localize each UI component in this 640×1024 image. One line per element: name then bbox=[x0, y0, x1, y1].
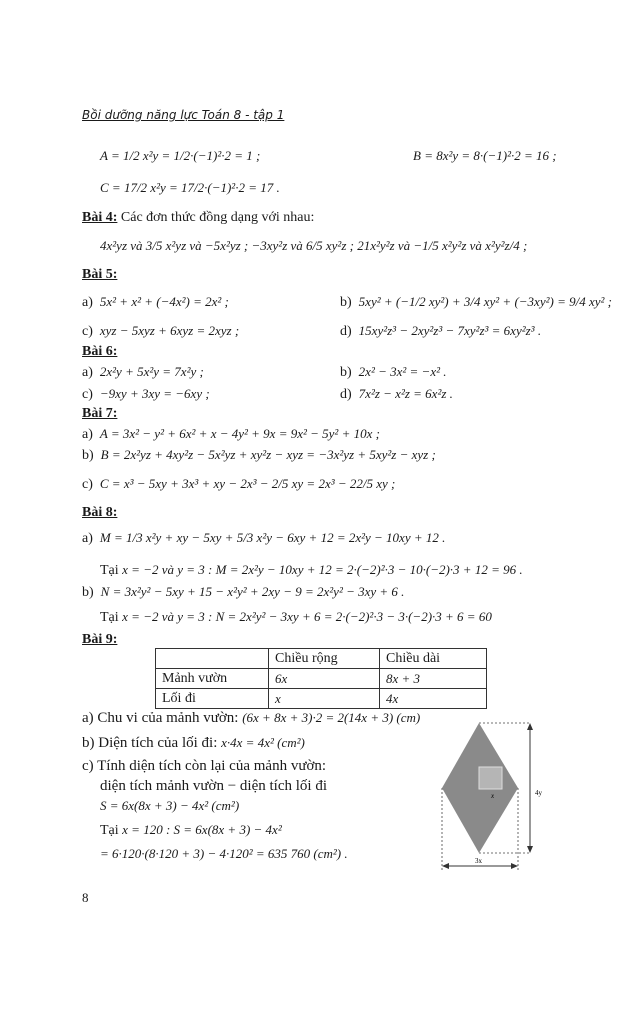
bai5-c: c) xyz − 5xyz + 6xyz = 2xyz ; bbox=[82, 323, 240, 339]
label-3x: 3x bbox=[475, 857, 482, 865]
formula-b: B = 8x²y = 8·(−1)²·2 = 16 ; bbox=[413, 148, 557, 163]
bai8-a: a) M = 1/3 x²y + xy − 5xy + 5/3 x²y − 6xy + 12 = 2x²y − 10xy + 12 . bbox=[82, 530, 446, 546]
bai9-c: c) Tính diện tích còn lại của mảnh vườn: bbox=[82, 758, 327, 774]
bai9-c-line2: diện tích mảnh vườn − diện tích lối đi bbox=[100, 778, 327, 794]
table-row: Mảnh vườn 6x 8x + 3 bbox=[156, 669, 487, 689]
bai8-a-eval: Tại x = −2 và y = 3 : M = 2x²y − 10xy + 12 = 2·(−2)²·3 − 10·(−2)·3 + 12 = 96 . bbox=[100, 562, 523, 578]
label-4y: 4y bbox=[535, 789, 542, 797]
bai7-a: a) A = 3x² − y² + 6x² + x − 4y² + 9x = 9x² − 5y² + 10x ; bbox=[82, 426, 380, 442]
bai9-c-line3: S = 6x(8x + 3) − 4x² (cm²) bbox=[100, 798, 240, 813]
bai9-c-eval: Tại x = 120 : S = 6x(8x + 3) − 4x² bbox=[100, 822, 282, 838]
formula-c: C = 17/2 x²y = 17/2·(−1)²·2 = 17 . bbox=[100, 180, 280, 195]
bai8-b-eval: Tại x = −2 và y = 3 : N = 2x²y² − 3xy + 6 = 2·(−2)²·3 − 3·(−2)·3 + 6 = 60 bbox=[100, 609, 492, 625]
running-header: Bồi dưỡng năng lực Toán 8 - tập 1 bbox=[82, 108, 285, 122]
page-number: 8 bbox=[82, 890, 89, 905]
exercise-title: Bài 6: bbox=[82, 344, 118, 359]
bai5-b: b) 5xy² + (−1/2 xy²) + 3/4 xy² + (−3xy²) = 9/4 xy² ; bbox=[340, 294, 612, 310]
table-row: Lối đi x 4x bbox=[156, 689, 487, 709]
exercise-text: Các đơn thức đồng dạng với nhau: bbox=[120, 210, 315, 225]
table-header-row: Chiều rộng Chiều dài bbox=[156, 649, 487, 669]
bai6-c: c) −9xy + 3xy = −6xy ; bbox=[82, 386, 210, 402]
bai6-b: b) 2x² − 3x² = −x² . bbox=[340, 364, 447, 380]
bai5-d: d) 15xy²z³ − 2xy²z³ − 7xy²z³ = 6xy²z³ . bbox=[340, 323, 542, 339]
bai9-c-result: = 6·120·(8·120 + 3) − 4·120² = 635 760 (cm²) . bbox=[100, 846, 348, 861]
path-square bbox=[479, 767, 502, 789]
bai5-a: a) 5x² + x² + (−4x²) = 2x² ; bbox=[82, 294, 229, 310]
exercise-title: Bài 5: bbox=[82, 267, 118, 282]
exercise-title: Bài 9: bbox=[82, 632, 118, 647]
bai7-c: c) C = x³ − 5xy + 3x³ + xy − 2x³ − 2/5 xy = 2x³ − 22/5 xy ; bbox=[82, 476, 396, 492]
bai7-b: b) B = 2x²yz + 4xy²z − 5x²yz + xy²z − xyz = −3x²yz + 5xy²z − xyz ; bbox=[82, 447, 436, 463]
label-x: x bbox=[491, 792, 495, 800]
bai4-math: 4x²yz và 3/5 x²yz và −5x²yz ; −3xy²z và 6/5 xy²z ; 21x²y²z và −1/5 x²y²z và x²y²z/4 ; bbox=[100, 238, 528, 253]
bai6-a: a) 2x²y + 5x²y = 7x²y ; bbox=[82, 364, 204, 380]
bai6-d: d) 7x²z − x²z = 6x²z . bbox=[340, 386, 453, 402]
exercise-title: Bài 4: bbox=[82, 210, 118, 225]
bai9-a: a) Chu vi của mảnh vườn: (6x + 8x + 3)·2 = 2(14x + 3) (cm) bbox=[82, 710, 421, 726]
exercise-title: Bài 8: bbox=[82, 505, 118, 520]
bai9-b: b) Diện tích của lối đi: x·4x = 4x² (cm²) bbox=[82, 735, 305, 751]
formula-a: A = 1/2 x²y = 1/2·(−1)²·2 = 1 ; bbox=[100, 148, 261, 163]
exercise-title: Bài 7: bbox=[82, 406, 118, 421]
bai8-b: b) N = 3x²y² − 5xy + 15 − x²y² + 2xy − 9 = 2x²y² − 3xy + 6 . bbox=[82, 584, 405, 600]
